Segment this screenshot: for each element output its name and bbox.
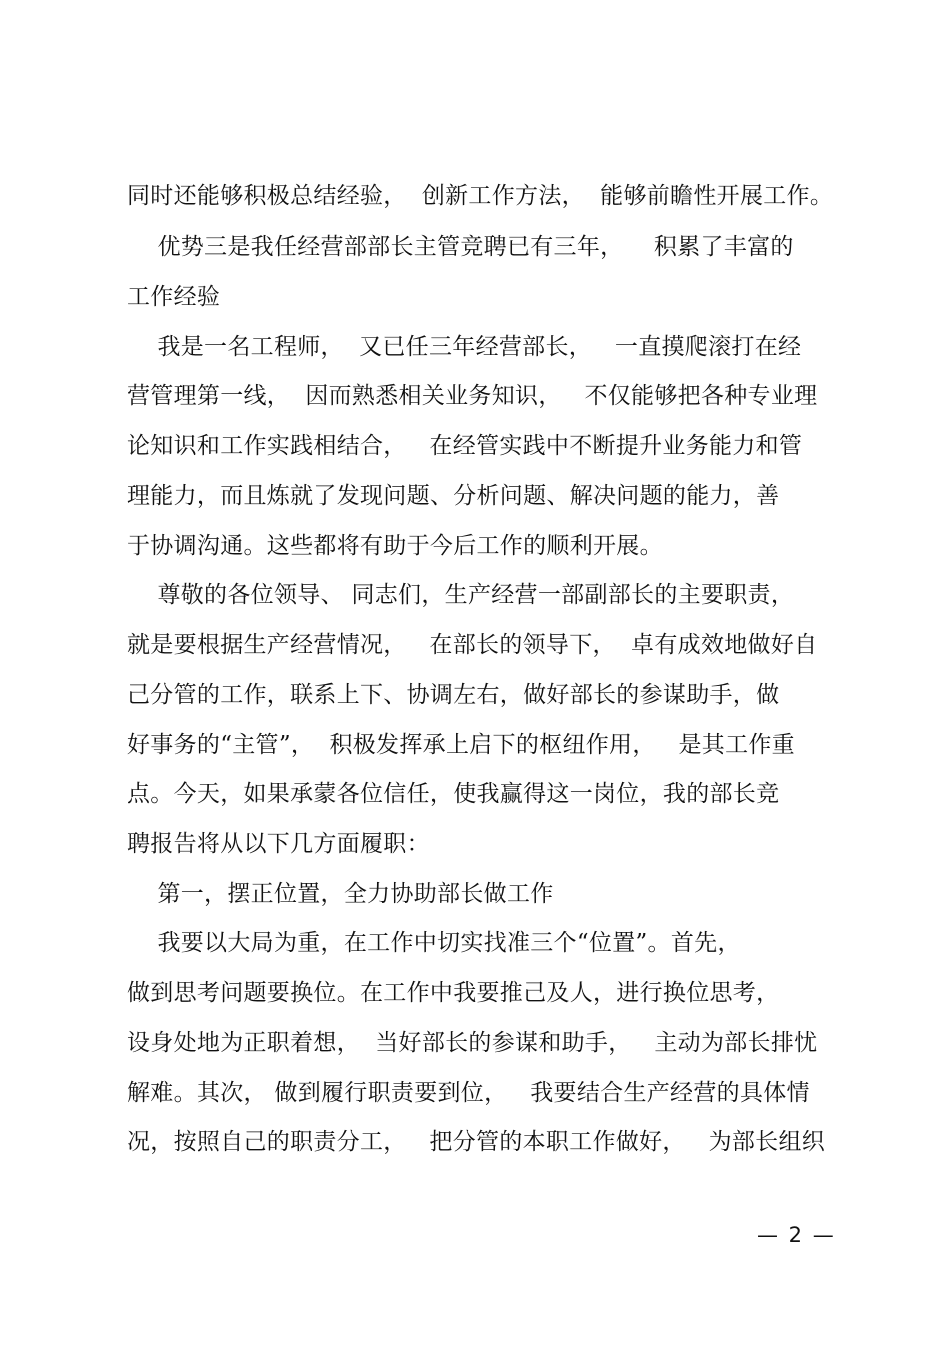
text-line: 我是一名工程师， 又已任三年经营部长， 一直摸爬滚打在经 — [127, 334, 802, 360]
text-line: 点。今天，如果承蒙各位信任，使我赢得这一岗位，我的部长竞 — [127, 781, 780, 807]
text-line: 同时还能够积极总结经验， 创新工作方法， 能够前瞻性开展工作。 — [127, 183, 834, 209]
text-line: 设身处地为正职着想， 当好部长的参谋和助手， 主动为部长排忧 — [127, 1030, 818, 1056]
text-line: 解难。其次， 做到履行职责要到位， 我要结合生产经营的具体情 — [127, 1080, 810, 1106]
text-line: 做到思考问题要换位。在工作中我要推己及人，进行换位思考， — [127, 980, 780, 1006]
text-line: 第一，摆正位置，全力协助部长做工作 — [127, 881, 554, 907]
text-line: 营管理第一线， 因而熟悉相关业务知识， 不仅能够把各种专业理 — [127, 383, 818, 409]
text-line: 理能力，而且炼就了发现问题、分析问题、解决问题的能力，善 — [127, 483, 780, 509]
text-line: 况，按照自己的职责分工， 把分管的本职工作做好， 为部长组织 — [127, 1129, 826, 1155]
text-line: 我要以大局为重，在工作中切实找准三个“位置”。首先， — [127, 930, 741, 956]
text-line: 聘报告将从以下几方面履职： — [127, 831, 430, 857]
text-line: 好事务的“主管”， 积极发挥承上启下的枢纽作用， 是其工作重 — [127, 732, 795, 758]
text-line: 论知识和工作实践相结合， 在经管实践中不断提升业务能力和管 — [127, 433, 803, 459]
page-number: — 2 — — [757, 1223, 836, 1247]
text-line: 己分管的工作，联系上下、协调左右，做好部长的参谋助手，做 — [127, 682, 780, 708]
text-line: 优势三是我任经营部部长主管竞聘已有三年， 积累了丰富的 — [127, 234, 794, 260]
text-line: 于协调沟通。这些都将有助于今后工作的顺利开展。 — [127, 533, 663, 559]
text-line: 尊敬的各位领导、 同志们，生产经营一部副部长的主要职责， — [127, 582, 795, 608]
text-line: 就是要根据生产经营情况， 在部长的领导下， 卓有成效地做好自 — [127, 632, 818, 658]
text-line: 工作经验 — [127, 284, 221, 310]
